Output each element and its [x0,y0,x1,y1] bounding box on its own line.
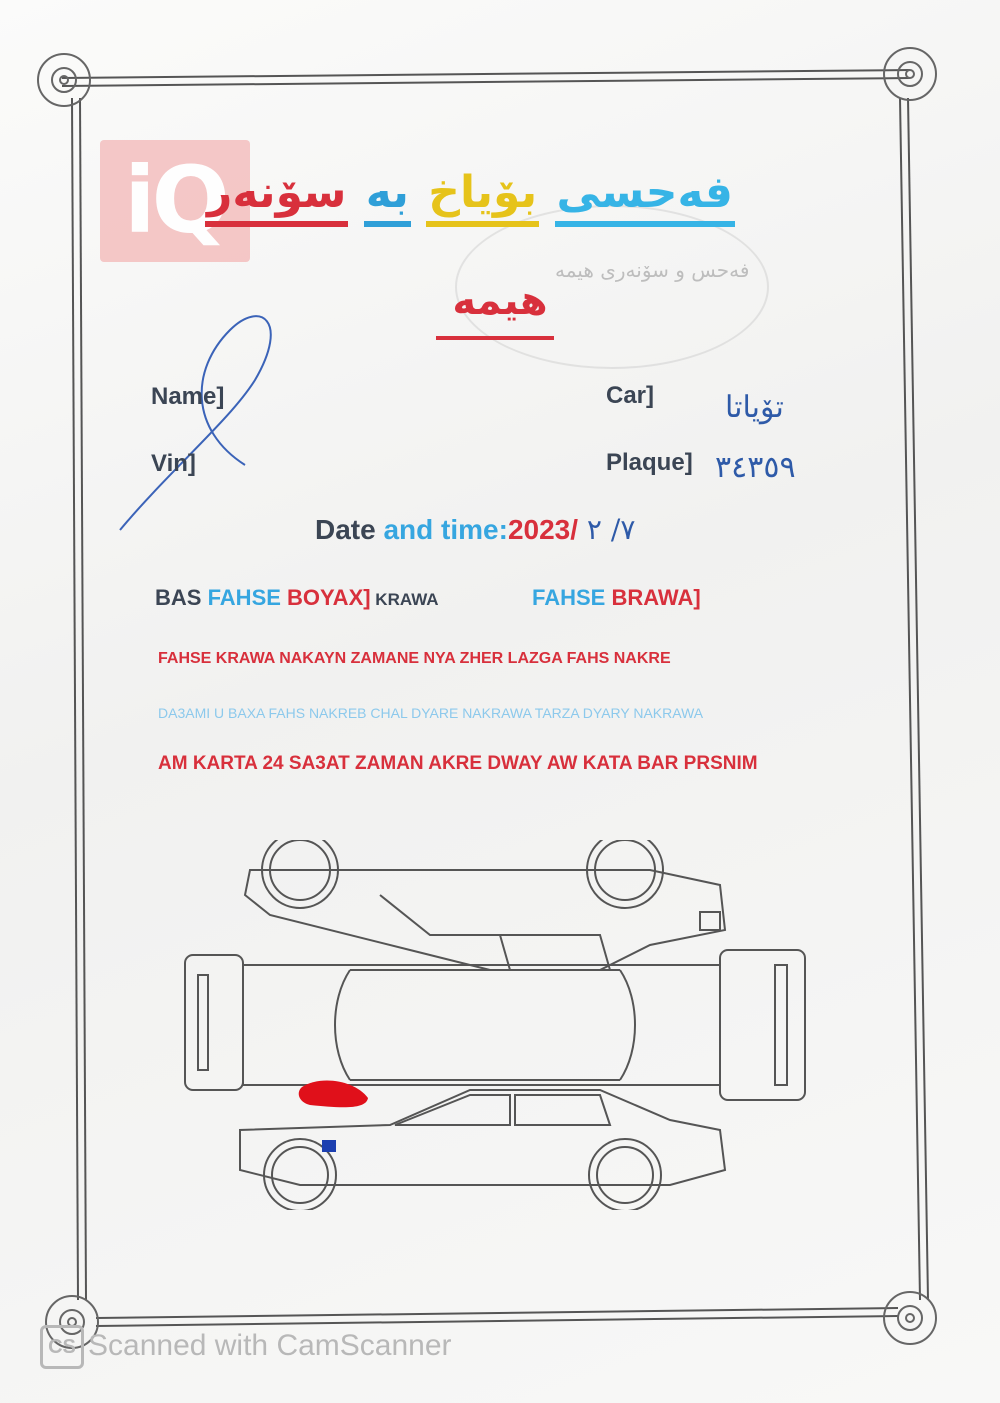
bas-word: BAS [155,585,208,610]
date-line [315,513,635,546]
car-diagram [180,840,820,1210]
date-label-2: and time: [383,514,508,545]
car-top-side-view [245,840,725,970]
damage-mark-blue [322,1140,336,1152]
car-label: Car] [606,382,655,409]
boyax-word: BOYAX] [287,585,371,610]
date-label-1: Date [315,514,384,545]
bas-line [155,585,439,611]
title-word-1: فەحسی [555,165,736,227]
fahse2-word: FAHSE [532,585,612,610]
stamp-text: فەحس و سۆنەری هیمە [555,258,750,282]
camscanner-icon: CS [40,1325,84,1369]
plaque-value: ٣٤٣٥٩ [715,450,796,485]
car-side-view [240,1090,725,1210]
iq-logo: iQ [100,140,250,262]
title-word-3: بە [364,165,411,227]
car-value: تۆیاتا [725,390,784,425]
scanned-text: Scanned with CamScanner [88,1328,452,1362]
page-subtitle: هیمە [452,278,548,324]
brawa-line [532,585,701,611]
title-word-2: بۆیاخ [426,165,539,227]
note-line-1: FAHSE KRAWA NAKAYN ZAMANE NYA ZHER LAZGA FAHS NAKRE [158,650,671,667]
note-line-3: AM KARTA 24 SA3AT ZAMAN AKRE DWAY AW KATA BAR PRSNIM [158,753,758,774]
camscanner-watermark [40,1325,452,1369]
date-year: 2023/ [507,514,579,545]
brawa-word: BRAWA] [611,585,701,610]
title-word-4: سۆنەر [205,165,348,227]
date-handwritten: ٧/ ٢ [578,513,636,546]
name-label: Name] [151,383,225,410]
vin-label: Vin] [151,450,196,477]
note-line-2: DA3AMI U BAXA FAHS NAKREB CHAL DYARE NAKRAWA TARZA DYARY NAKRAWA [158,705,704,721]
krawa-word: KRAWA [370,590,439,609]
plaque-label: Plaque] [606,449,693,476]
car-plan-view [185,950,805,1100]
fahse-word: FAHSE [207,585,288,610]
